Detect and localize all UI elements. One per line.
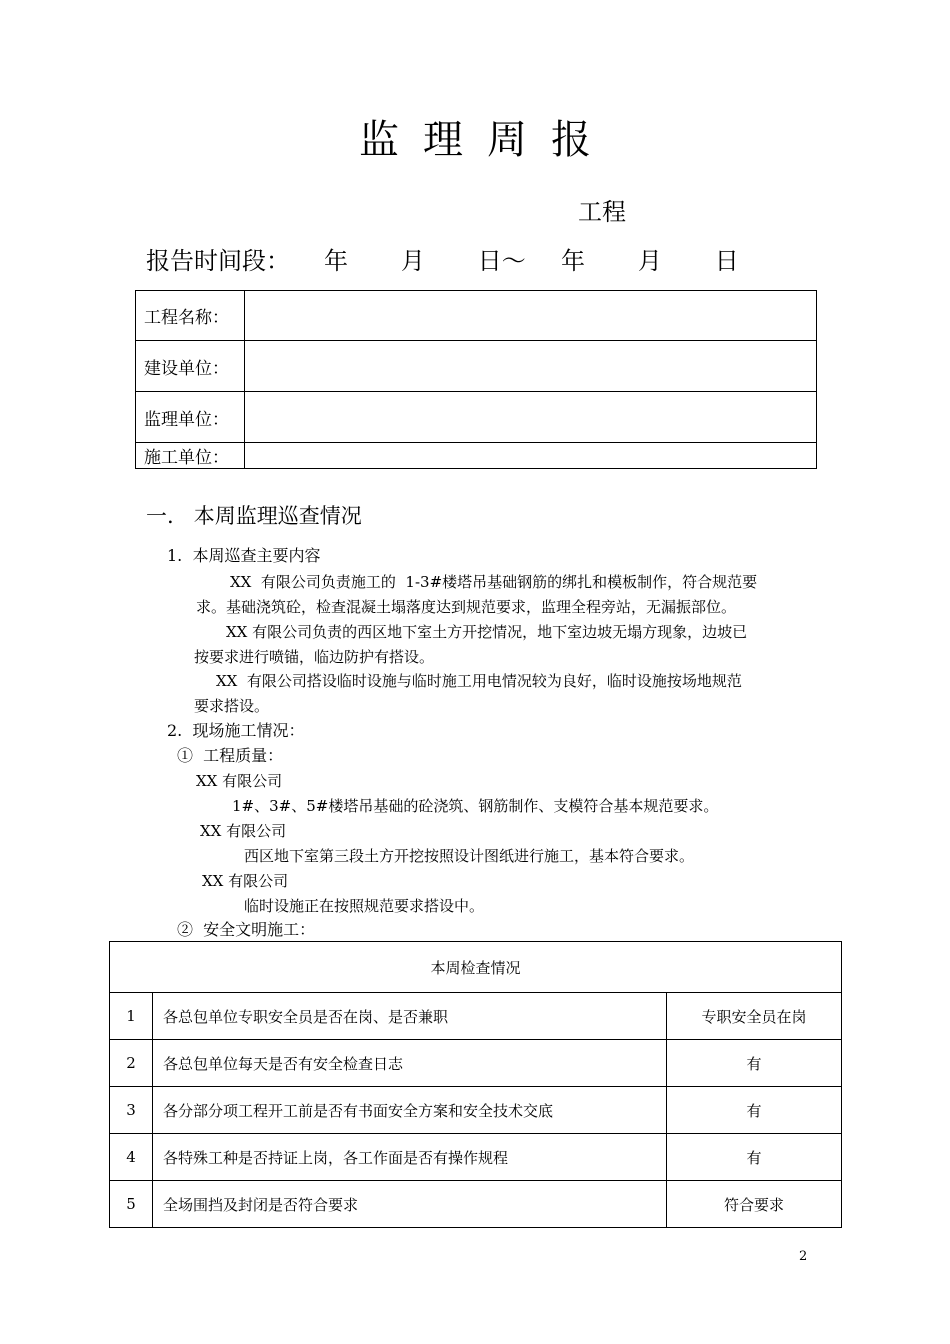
paragraph-line: 求。基础浇筑砼，检查混凝土塌落度达到规范要求，监理全程旁站，无漏振部位。 — [196, 598, 737, 616]
check-item: 各总包单位每天是否有安全检查日志 — [153, 1040, 667, 1087]
info-row-project-name — [136, 291, 817, 341]
check-result: 符合要求 — [667, 1181, 842, 1228]
check-table-header-row — [110, 942, 842, 993]
paragraph-line: 要求搭设。 — [194, 697, 270, 715]
section-heading-1: 一. 本周监理巡查情况 — [146, 504, 362, 528]
info-label: 施工单位： — [136, 443, 245, 469]
info-label: 监理单位： — [136, 392, 245, 443]
project-info-table — [135, 290, 817, 469]
paragraph-line: XX 有限公司负责的西区地下室土方开挖情况，地下室边坡无塌方现象，边坡已 — [226, 623, 748, 641]
period-value: 年 月 日～ 年 月 日 — [324, 247, 739, 275]
row-number: 5 — [110, 1181, 153, 1228]
quality-company: XX 有限公司 — [200, 822, 287, 840]
check-result: 专职安全员在岗 — [667, 993, 842, 1040]
table-row — [110, 1087, 842, 1134]
row-number: 4 — [110, 1134, 153, 1181]
check-item: 全场围挡及封闭是否符合要求 — [153, 1181, 667, 1228]
info-row-owner — [136, 341, 817, 392]
check-item: 各特殊工种是否持证上岗，各工作面是否有操作规程 — [153, 1134, 667, 1181]
info-value — [245, 291, 817, 341]
info-value — [245, 341, 817, 392]
row-number: 2 — [110, 1040, 153, 1087]
project-suffix: 工程 — [578, 198, 626, 226]
check-item: 各分部分项工程开工前是否有书面安全方案和安全技术交底 — [153, 1087, 667, 1134]
info-value — [245, 392, 817, 443]
table-row — [110, 1040, 842, 1087]
quality-company: XX 有限公司 — [196, 772, 283, 790]
check-result: 有 — [667, 1087, 842, 1134]
paragraph-line: XX 有限公司负责施工的 1-3#楼塔吊基础钢筋的绑扎和模板制作，符合规范要 — [230, 573, 758, 591]
info-value — [245, 443, 817, 469]
info-row-contractor — [136, 443, 817, 469]
page-number: 2 — [799, 1249, 808, 1264]
check-table-header: 本周检查情况 — [110, 942, 842, 993]
info-label: 工程名称： — [136, 291, 245, 341]
quality-heading: ① 工程质量： — [177, 746, 284, 765]
quality-detail: 1#、3#、5#楼塔吊基础的砼浇筑、钢筋制作、支模符合基本规范要求。 — [232, 797, 719, 815]
info-row-supervisor — [136, 392, 817, 443]
table-row — [110, 993, 842, 1040]
row-number: 1 — [110, 993, 153, 1040]
quality-detail: 西区地下室第三段土方开挖按照设计图纸进行施工，基本符合要求。 — [244, 847, 695, 865]
quality-company: XX 有限公司 — [202, 872, 289, 890]
check-result: 有 — [667, 1040, 842, 1087]
safety-heading: ② 安全文明施工： — [177, 920, 316, 939]
table-row — [110, 1134, 842, 1181]
check-item: 各总包单位专职安全员是否在岗、是否兼职 — [153, 993, 667, 1040]
page-title: 监理周报 — [359, 117, 615, 163]
table-row — [110, 1181, 842, 1228]
weekly-check-table — [109, 941, 842, 1228]
check-result: 有 — [667, 1134, 842, 1181]
row-number: 3 — [110, 1087, 153, 1134]
period-label: 报告时间段： — [146, 247, 290, 275]
subsection-heading-site: 2. 现场施工情况： — [167, 721, 305, 740]
paragraph-line: XX 有限公司搭设临时设施与临时施工用电情况较为良好，临时设施按场地规范 — [216, 672, 742, 690]
quality-detail: 临时设施正在按照规范要求搭设中。 — [244, 897, 485, 915]
subsection-heading-inspection: 1. 本周巡查主要内容 — [167, 546, 321, 565]
info-label: 建设单位： — [136, 341, 245, 392]
paragraph-line: 按要求进行喷锚，临边防护有搭设。 — [194, 648, 435, 666]
